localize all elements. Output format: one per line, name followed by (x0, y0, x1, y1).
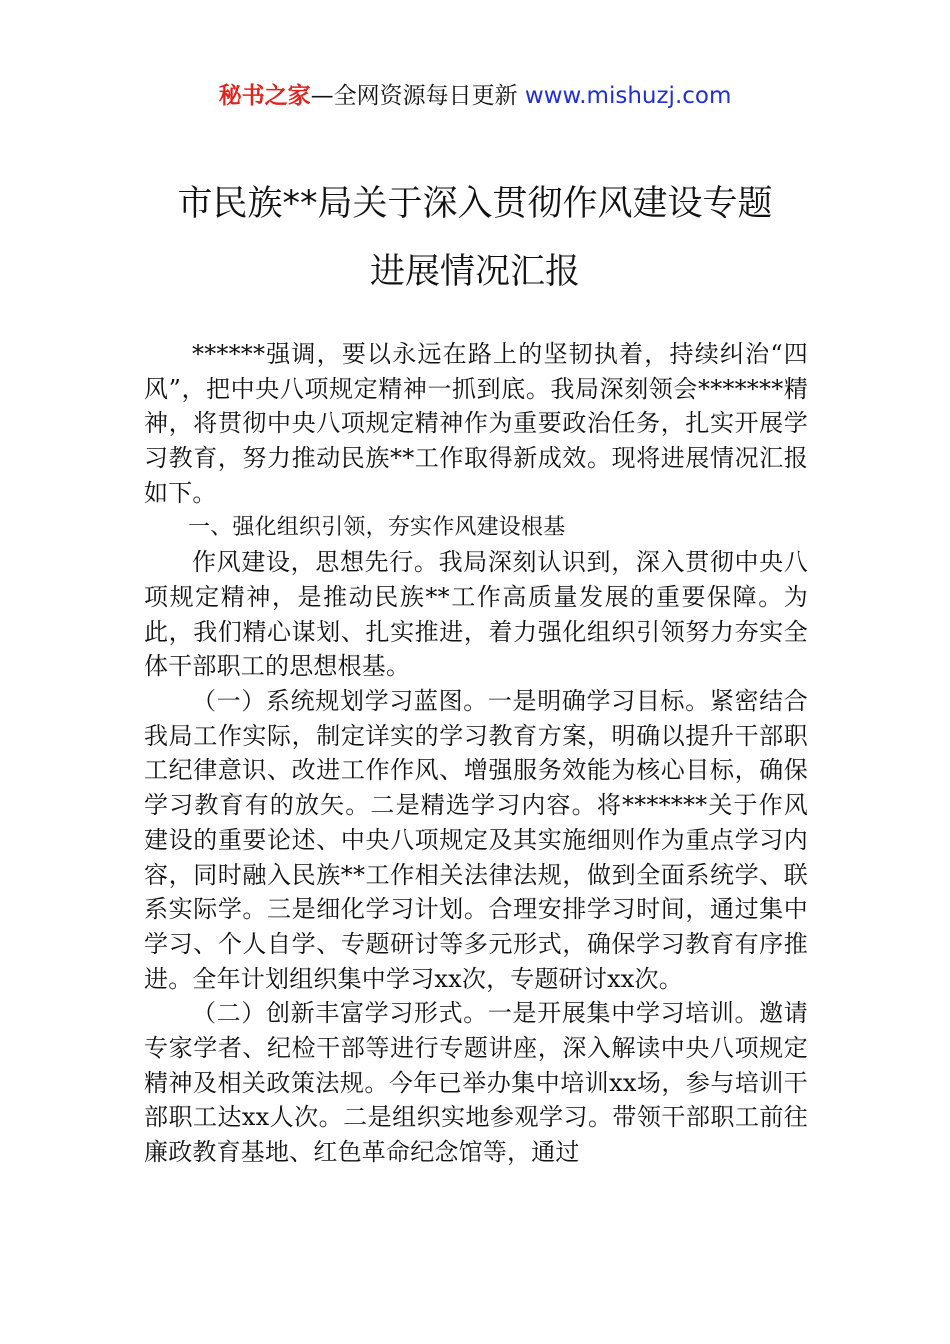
intro-paragraph: ******强调，要以永远在路上的坚韧执着，持续纠治“四风”，把中央八项规定精神一抓到底。我局深刻领会*******精神，将贯彻中央八项规定精神作为重要政治任务，扎实开展学习教育，努力推动民族**工作取得新成效。现将进展情况汇报如下。 (144, 340, 808, 507)
site-header (0, 80, 950, 112)
document-title-line-2: 进展情况汇报 (369, 252, 580, 292)
site-url-link[interactable]: www.mishuzj.com (524, 83, 732, 109)
section-heading-1: 一、强化组织引领，夯实作风建设根基 (188, 514, 566, 540)
subsection-2-paragraph: （二）创新丰富学习形式。一是开展集中学习培训。邀请专家学者、纪检干部等进行专题讲座，深入解读中央八项规定精神及相关政策法规。今年已举办集中培训xx场，参与培训干部职工达xx人次。二是组织实地参观学习。带领干部职工前往廉政教育基地、红色革命纪念馆等，通过 (144, 999, 808, 1167)
document-title-line-1: 市民族**局关于深入贯彻作风建设专题 (177, 184, 773, 224)
document-body (144, 337, 808, 1170)
site-tagline: —全网资源每日更新 (310, 83, 525, 109)
section-1-paragraph: 作风建设，思想先行。我局深刻认识到，深入贯彻中央八项规定精神，是推动民族**工作高质量发展的重要保障。为此，我们精心谋划、扎实推进，着力强化组织引领努力夯实全体干部职工的思想根基。 (144, 548, 808, 681)
site-brand: 秘书之家 (218, 83, 311, 109)
subsection-1-paragraph: （一）系统规划学习蓝图。一是明确学习目标。紧密结合我局工作实际，制定详实的学习教育方案，明确以提升干部职工纪律意识、改进工作作风、增强服务效能为核心目标，确保学习教育有的放矢。二是精选学习内容。将*******关于作风建设的重要论述、中央八项规定及其实施细则作为重点学习内容，同时融入民族**工作相关法律法规，做到全面系统学、联系实际学。三是细化学习计划。合理安排学习时间，通过集中学习、个人自学、专题研讨等多元形式，确保学习教育有序推进。全年计划组织集中学习xx次，专题研讨xx次。 (144, 687, 808, 993)
